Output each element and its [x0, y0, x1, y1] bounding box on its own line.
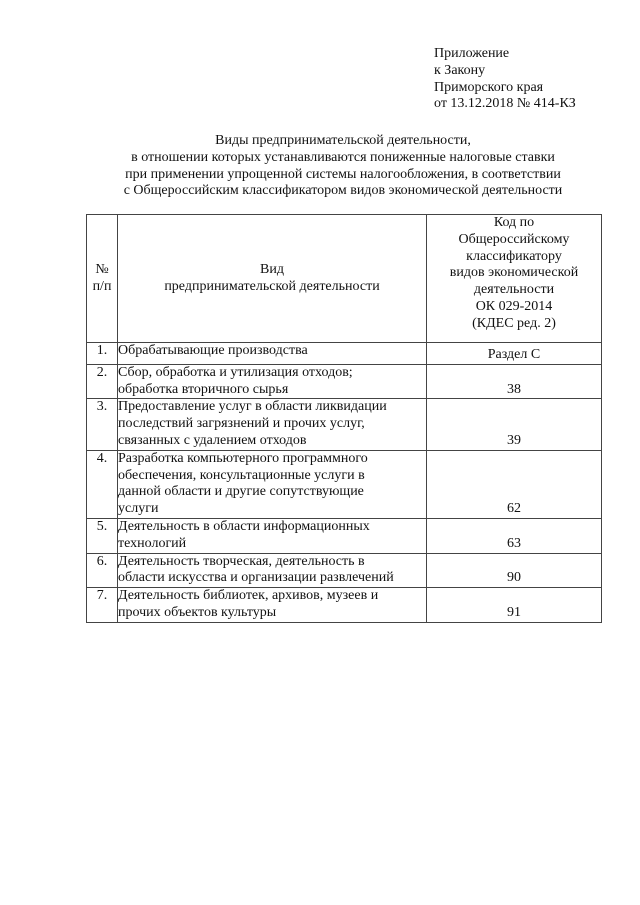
header-number — [87, 215, 118, 343]
row-code: 91 — [427, 588, 602, 623]
row-activity-line: обеспечения, консультационные услуги в — [118, 467, 365, 483]
row-number: 1. — [87, 343, 118, 365]
row-activity-line: Сбор, обработка и утилизация отходов; — [118, 364, 353, 380]
title-line: с Общероссийским классификатором видов экономической деятельности — [123, 183, 563, 199]
header-code-line: ОК 029-2014 — [475, 298, 553, 314]
row-activity — [118, 450, 427, 518]
title-line: при применении упрощенной системы налогообложения, в соответствии — [125, 166, 561, 182]
header-code-line: (КДЕС ред. 2) — [472, 315, 556, 331]
row-activity-line: Предоставление услуг в области ликвидации — [118, 399, 387, 415]
row-number: 4. — [87, 450, 118, 518]
row-code: 90 — [427, 553, 602, 588]
row-activity-line: прочих объектов культуры — [118, 604, 277, 620]
row-number: 5. — [87, 518, 118, 553]
header-activity-line: предпринимательской деятельности — [164, 278, 380, 294]
row-code: 63 — [427, 518, 602, 553]
table-row — [87, 450, 602, 518]
table-row — [87, 364, 602, 399]
header-code-line: классификатору — [466, 248, 562, 264]
header-code-line: деятельности — [473, 282, 555, 298]
row-activity-line: Деятельность творческая, деятельность в — [118, 553, 365, 569]
row-activity-line: технологий — [118, 535, 187, 551]
table-header-row — [87, 215, 602, 343]
row-activity-line: услуги — [118, 501, 159, 517]
row-activity — [118, 553, 427, 588]
row-activity-line: Деятельность в области информационных — [118, 518, 370, 534]
row-number: 6. — [87, 553, 118, 588]
header-number-line: № — [95, 261, 109, 277]
table-row — [87, 343, 602, 365]
document-title — [86, 133, 600, 200]
appendix-block — [434, 46, 576, 113]
title-line: Виды предпринимательской деятельности, — [215, 133, 471, 148]
row-activity — [118, 588, 427, 623]
row-activity — [118, 364, 427, 399]
header-code-line: Общероссийскому — [458, 231, 570, 247]
row-code: 39 — [427, 399, 602, 450]
table-row — [87, 518, 602, 553]
row-activity-line: области искусства и организации развлечений — [118, 570, 394, 586]
table-row — [87, 553, 602, 588]
row-number: 2. — [87, 364, 118, 399]
row-number: 3. — [87, 399, 118, 450]
row-code: 62 — [427, 450, 602, 518]
header-activity-line: Вид — [260, 261, 284, 277]
appendix-line: Приморского края — [434, 79, 544, 95]
row-activity — [118, 518, 427, 553]
appendix-line: Приложение — [434, 46, 510, 61]
activities-table — [86, 214, 602, 623]
header-number-line: п/п — [92, 278, 112, 294]
row-activity-line: последствий загрязнений и прочих услуг, — [118, 416, 365, 432]
row-activity-line: данной области и другие сопутствующие — [118, 484, 364, 500]
row-activity-line: обработка вторичного сырья — [118, 381, 289, 397]
header-code-line: Код по — [493, 215, 535, 230]
row-activity — [118, 399, 427, 450]
row-code: Раздел С — [427, 343, 602, 365]
header-activity — [118, 215, 427, 343]
row-activity-line: Разработка компьютерного программного — [118, 450, 368, 466]
row-number: 7. — [87, 588, 118, 623]
table-row — [87, 399, 602, 450]
appendix-line: к Закону — [434, 62, 486, 78]
row-activity-line: Обрабатывающие производства — [118, 343, 308, 358]
title-line: в отношении которых устанавливаются пониженные налоговые ставки — [131, 149, 555, 165]
table-row — [87, 588, 602, 623]
row-activity-line: Деятельность библиотек, архивов, музеев и — [118, 588, 379, 604]
header-code-line: видов экономической — [449, 265, 579, 281]
row-code: 38 — [427, 364, 602, 399]
appendix-line: от 13.12.2018 № 414-КЗ — [434, 96, 576, 112]
header-code — [427, 215, 602, 343]
row-activity — [118, 343, 427, 365]
row-activity-line: связанных с удалением отходов — [118, 432, 307, 448]
